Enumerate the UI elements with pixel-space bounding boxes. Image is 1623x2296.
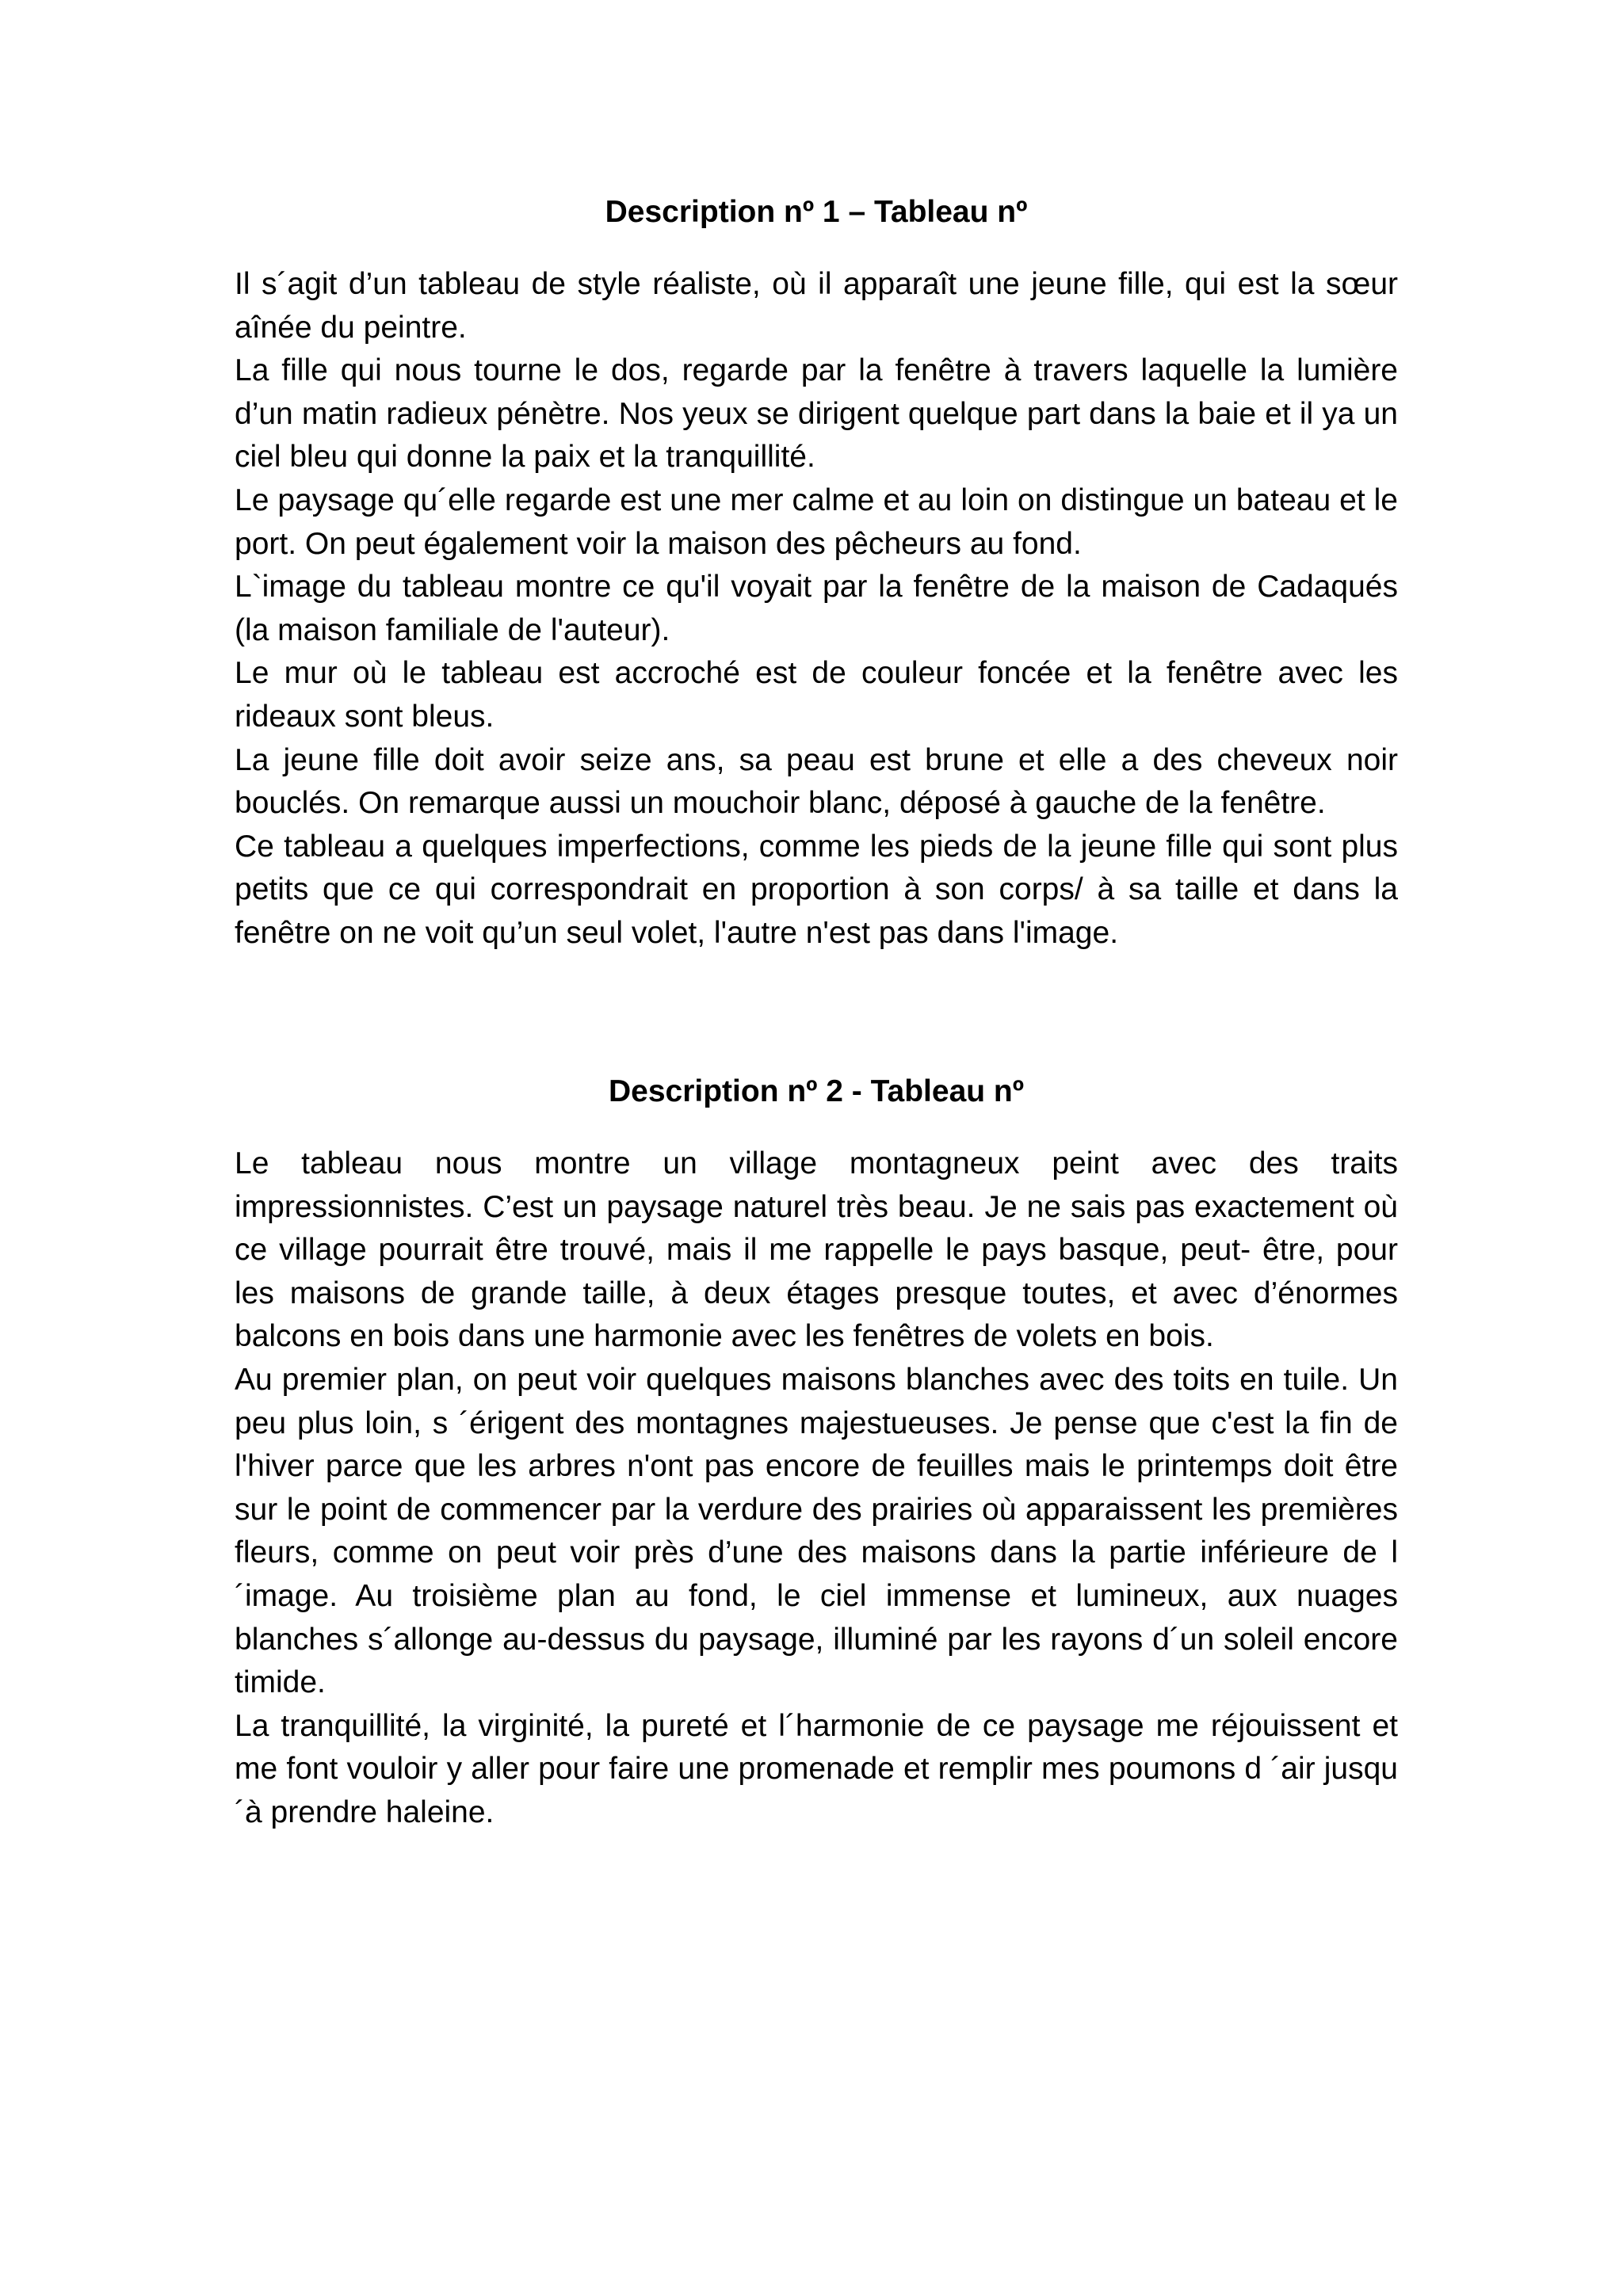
paragraph: Le paysage qu´elle regarde est une mer calme et au loin on distingue un bateau et le port. On peut également voir la maison des pêcheurs au fond.: [235, 482, 1398, 561]
paragraph: Ce tableau a quelques imperfections, comme les pieds de la jeune fille qui sont plus petits que ce qui correspondrait en proportion à son corps/ à sa taille et dans la fenêtre on ne voit qu’un seul volet, l'autre n'est pas dans l'image.: [235, 829, 1398, 950]
paragraph: Au premier plan, on peut voir quelques maisons blanches avec des toits en tuile. Un peu plus loin, s ´érigent des montagnes majestueuses. Je pense que c'est la fin de l'hiver parce que les arbres n'ont pas encore de feuilles mais le printemps doit être sur le point de commencer par la verdure des prairies où apparaissent les premières fleurs, comme on peut voir près d’une des maisons dans la partie inférieure de l´image. Au troisième plan au fond, le ciel immense et lumineux, aux nuages blanches s´allonge au-dessus du paysage, illuminé par les rayons d´un soleil encore timide.: [235, 1362, 1398, 1700]
section-body-2: [235, 1142, 1398, 1835]
paragraph: Le tableau nous montre un village montagneux peint avec des traits impressionnistes. C’est un paysage naturel très beau. Je ne sais pas exactement où ce village pourrait être trouvé, mais il me rappelle le pays basque, peut- être, pour les maisons de grande taille, à deux étages presque toutes, et avec d’énormes balcons en bois dans une harmonie avec les fenêtres de volets en bois.: [235, 1146, 1398, 1354]
paragraph: La tranquillité, la virginité, la pureté et l´harmonie de ce paysage me réjouissent et me font vouloir y aller pour faire une promenade et remplir mes poumons d ´air jusqu´à prendre haleine.: [235, 1708, 1398, 1829]
section-body-1: [235, 263, 1398, 955]
section-heading-1: Description nº 1 – Tableau nº: [605, 195, 1028, 229]
description-section-2: [235, 1070, 1398, 1835]
paragraph: Le mur où le tableau est accroché est de couleur foncée et la fenêtre avec les rideaux sont bleus.: [235, 656, 1398, 734]
section-heading-2: Description nº 2 - Tableau nº: [608, 1074, 1024, 1108]
paragraph: L`image du tableau montre ce qu'il voyait par la fenêtre de la maison de Cadaqués (la maison familiale de l'auteur).: [235, 570, 1398, 647]
paragraph: La fille qui nous tourne le dos, regarde par la fenêtre à travers laquelle la lumière d’un matin radieux pénètre. Nos yeux se dirigent quelque part dans la baie et il ya un ciel bleu qui donne la paix et la tranquillité.: [235, 353, 1398, 475]
paragraph: Il s´agit d’un tableau de style réaliste, où il apparaît une jeune fille, qui est la sœur aînée du peintre.: [235, 267, 1398, 345]
paragraph: La jeune fille doit avoir seize ans, sa peau est brune et elle a des cheveux noir bouclés. On remarque aussi un mouchoir blanc, déposé à gauche de la fenêtre.: [235, 742, 1398, 821]
description-section-1: [235, 190, 1398, 955]
